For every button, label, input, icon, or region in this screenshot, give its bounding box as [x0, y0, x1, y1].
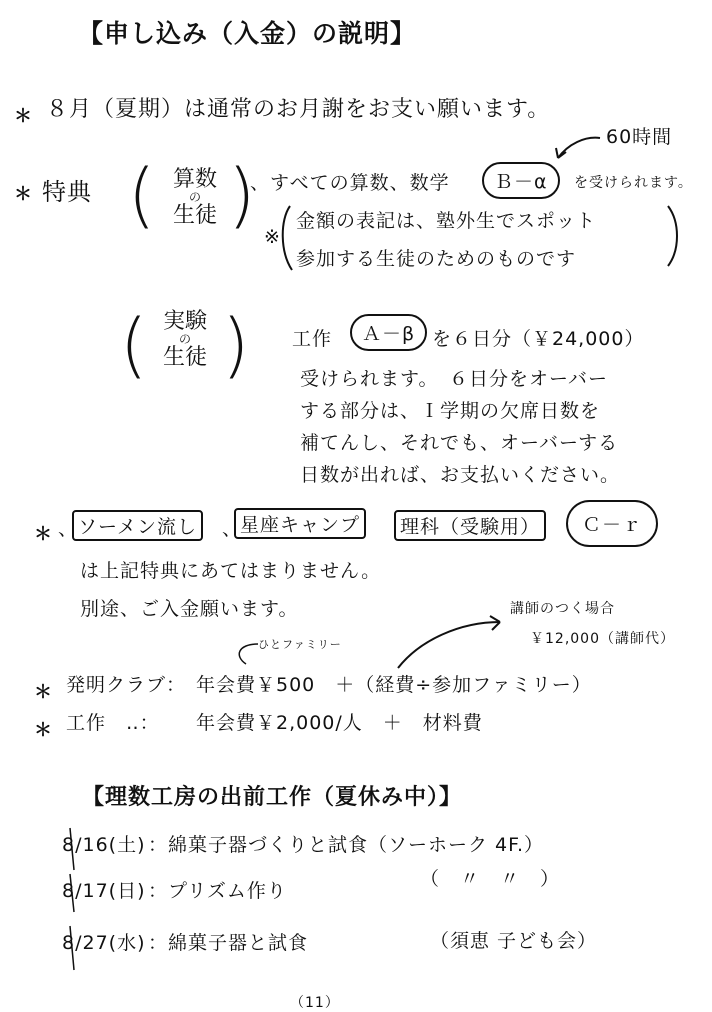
craft-line-5: 日数が出れば、お支払いください。: [300, 464, 621, 486]
schedule-text-3: ：綿菓子器と試食: [148, 932, 309, 954]
math-benefit-suffix: を受けられます。: [574, 175, 693, 191]
schedule-note-3: （須恵 子ども会）: [430, 930, 598, 952]
invention-club-fee: 年会費￥500 ＋（経費÷参加ファミリー）: [196, 674, 592, 696]
craft-club-label: 工作 ‥：: [66, 712, 160, 734]
bullet-asterisk: ＊: [14, 106, 32, 127]
event-star-camp: 星座キャンプ: [234, 508, 366, 539]
math-students-label: 算数 の 生徒: [172, 167, 217, 228]
bullet-asterisk: ＊: [34, 524, 52, 545]
craft-line-3: する部分は、Ｉ学期の欠席日数を: [300, 400, 601, 422]
course-badge-c-r: Ｃ－ｒ: [566, 500, 658, 547]
note-line-2: 参加する生徒のためのものです: [296, 248, 577, 270]
schedule-date-2: 8/17(日): [62, 880, 146, 902]
arrow-per-family: [239, 644, 258, 664]
note-bracket-left: [283, 206, 292, 270]
note-bracket-right: [668, 206, 677, 266]
craft-six-days: を６日分（￥24,000）: [432, 328, 645, 350]
invention-club-label: 発明クラブ：: [66, 674, 187, 696]
bracket-left: (: [120, 304, 148, 386]
experiment-students-label: 実験 の 生徒: [162, 309, 207, 370]
craft-line-2: 受けられます。 ６日分をオーバー: [300, 368, 609, 390]
event-somen-nagashi: ソーメン流し: [72, 510, 203, 541]
page-number: （11）: [290, 995, 340, 1011]
bracket-right: ): [228, 154, 256, 236]
course-badge-b-alpha: Ｂ－α: [482, 162, 560, 199]
schedule-text-1: ：綿菓子器づくりと試食（ソーホーク 4F.）: [148, 834, 545, 856]
course-badge-a-beta: Ａ－β: [350, 314, 427, 351]
craft-line-4: 補てんし、それでも、オーバーする: [300, 432, 619, 454]
hours-annotation: 60時間: [606, 126, 673, 148]
arrow-instructor: [398, 622, 500, 668]
tokuten-label: 特典: [42, 178, 92, 206]
bullet-asterisk: ＊: [34, 720, 52, 741]
math-benefit-text: 、すべての算数、数学: [250, 172, 450, 194]
note-mark: ※: [264, 226, 281, 248]
section-title-outreach: 【理数工房の出前工作（夏休み中）】: [82, 785, 463, 810]
schedule-date-3: 8/27(水): [62, 932, 146, 954]
comma: 、: [222, 518, 243, 540]
craft-club-fee: 年会費￥2,000/人 ＋ 材料費: [196, 712, 483, 734]
separate-payment-text: 別途、ご入金願います。: [80, 598, 299, 620]
bracket-right: ): [222, 304, 250, 386]
august-fee-text: ８月（夏期）は通常のお月謝をお支い願います。: [46, 97, 551, 122]
arrow-60hours: [558, 138, 600, 158]
bullet-asterisk: ＊: [14, 184, 32, 205]
craft-prefix: 工作: [292, 328, 333, 350]
page-title: 【申し込み（入金）の説明】: [78, 19, 417, 48]
instructor-annotation: 講師のつく場合: [510, 601, 615, 617]
note-line-1: 金額の表記は、塾外生でスポット: [296, 210, 597, 232]
schedule-note-2: （ 〃 〃 ）: [420, 868, 561, 890]
not-applicable-text: は上記特典にあてはまりません。: [80, 560, 382, 582]
event-science-exam: 理科（受験用）: [394, 510, 546, 541]
bracket-left: (: [128, 154, 156, 236]
comma: 、: [58, 518, 79, 540]
schedule-date-1: 8/16(土): [62, 834, 146, 856]
bullet-asterisk: ＊: [34, 682, 52, 703]
per-family-annotation: ひとファミリー: [258, 638, 342, 651]
instructor-fee-annotation: ￥12,000（講師代）: [530, 631, 675, 647]
schedule-text-2: ：プリズム作り: [148, 880, 287, 902]
